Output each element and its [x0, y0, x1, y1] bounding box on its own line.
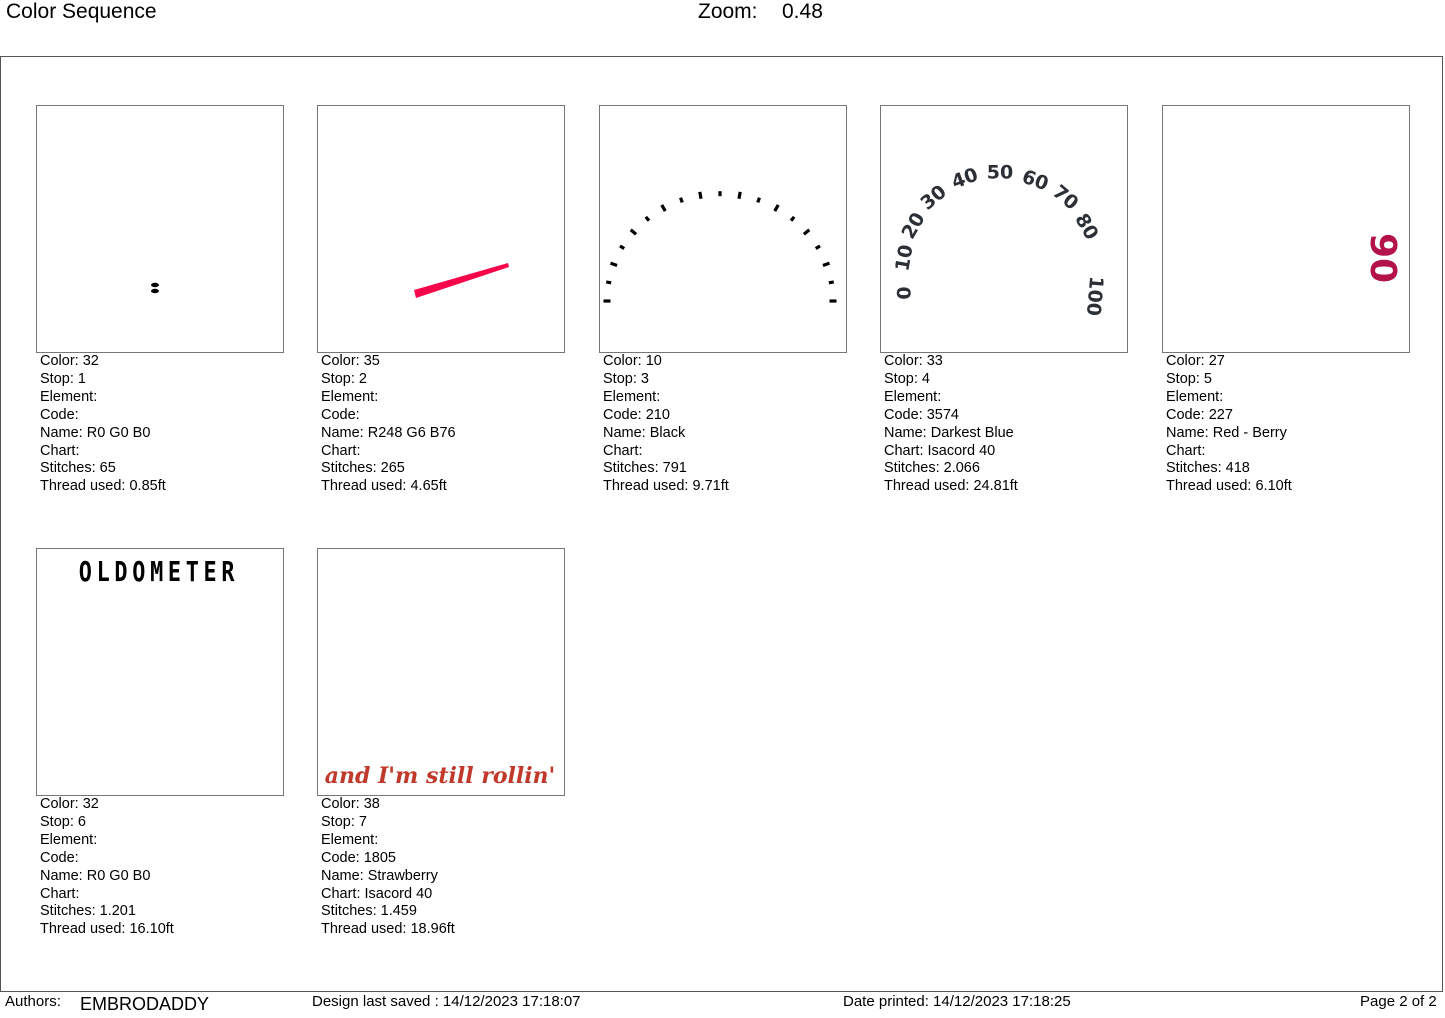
swatch-info — [40, 353, 166, 496]
gauge-tick — [619, 245, 625, 250]
gauge-number: 80 — [1070, 209, 1103, 244]
element: Element: — [40, 388, 98, 405]
chart: Chart: — [603, 442, 643, 459]
thread-used: Thread used: 6.10ft — [1166, 478, 1292, 495]
chart: Chart: — [40, 442, 80, 459]
page-number: Page 2 of 2 — [1360, 993, 1437, 1010]
thumbnail-stop-1 — [36, 105, 284, 353]
thumbnail-stop-2 — [317, 105, 565, 353]
page-title: Color Sequence — [6, 0, 157, 23]
swatch-info — [40, 796, 174, 939]
stitches: Stitches: 265 — [321, 460, 405, 477]
stop-number: Stop: 7 — [321, 813, 367, 830]
thumbnail-stop-6 — [36, 548, 284, 796]
needle-shape — [414, 263, 509, 298]
thread-name: Name: Strawberry — [321, 867, 438, 884]
code: Code: 1805 — [321, 849, 396, 866]
stitches: Stitches: 65 — [40, 460, 116, 477]
stitches: Stitches: 1.459 — [321, 903, 417, 920]
thread-name: Name: R0 G0 B0 — [40, 424, 151, 441]
stitches: Stitches: 1.201 — [40, 903, 136, 920]
code: Code: 210 — [603, 406, 670, 423]
element: Element: — [603, 388, 661, 405]
stop-number: Stop: 3 — [603, 370, 649, 387]
tagline-text: and I'm still rollin' — [324, 763, 556, 789]
thread-used: Thread used: 24.81ft — [884, 478, 1018, 495]
gauge-tick — [679, 197, 684, 203]
gauge-tick — [630, 229, 637, 236]
thumbnail-stop-4 — [880, 105, 1128, 353]
gauge-tick — [698, 192, 702, 199]
stitches: Stitches: 418 — [1166, 460, 1250, 477]
gauge-tick — [610, 262, 618, 267]
gauge-tick — [756, 197, 761, 203]
gauge-tick — [660, 204, 666, 212]
thread-name: Name: Darkest Blue — [884, 424, 1014, 441]
element: Element: — [321, 388, 379, 405]
color-number: Color: 32 — [40, 796, 99, 812]
thumbnail-stop-3 — [599, 105, 847, 353]
gauge-number: 30 — [916, 180, 951, 215]
chart: Chart: — [1166, 442, 1206, 459]
oldometer-title: OLDOMETER — [78, 555, 240, 588]
gauge-ticks-art — [600, 106, 846, 352]
thread-name: Name: R0 G0 B0 — [40, 867, 151, 884]
stop-number: Stop: 6 — [40, 813, 86, 830]
thread-used: Thread used: 18.96ft — [321, 921, 455, 938]
gauge-tick — [773, 204, 779, 212]
swatch-info — [1166, 353, 1292, 496]
chart: Chart: Isacord 40 — [884, 442, 996, 459]
ninety-label: 90 — [1362, 232, 1403, 284]
thread-used: Thread used: 0.85ft — [40, 478, 166, 495]
element: Element: — [40, 831, 98, 848]
gauge-tick — [790, 216, 796, 222]
oldometer-art — [37, 549, 283, 795]
tagline-art — [318, 549, 564, 795]
swatch-info — [321, 796, 455, 939]
stop-number: Stop: 5 — [1166, 370, 1212, 387]
code: Code: — [40, 406, 79, 423]
zoom-value: 0.48 — [782, 0, 823, 23]
thread-used: Thread used: 4.65ft — [321, 478, 447, 495]
swatch-info — [884, 353, 1018, 496]
element: Element: — [1166, 388, 1224, 405]
gauge-tick — [822, 262, 830, 267]
gauge-number: 40 — [948, 163, 982, 194]
stitches: Stitches: 791 — [603, 460, 687, 477]
zoom-label: Zoom: — [698, 0, 758, 23]
date-printed: Date printed: 14/12/2023 17:18:25 — [843, 993, 1071, 1010]
stop-number: Stop: 2 — [321, 370, 367, 387]
thread-used: Thread used: 9.71ft — [603, 478, 729, 495]
ninety-art — [1163, 106, 1409, 352]
color-number: Color: 32 — [40, 353, 99, 369]
hub-dot-top — [151, 283, 159, 287]
gauge-tick — [815, 245, 821, 250]
gauge-tick — [718, 191, 721, 196]
color-number: Color: 35 — [321, 353, 380, 369]
gauge-number: 50 — [986, 161, 1014, 184]
stop-number: Stop: 1 — [40, 370, 86, 387]
thread-name: Name: Black — [603, 424, 686, 441]
hub-dot-bottom — [151, 289, 159, 293]
color-number: Color: 10 — [603, 353, 662, 369]
gauge-number: 20 — [897, 208, 930, 243]
gauge-tick — [829, 280, 834, 284]
element: Element: — [884, 388, 942, 405]
swatch-info — [603, 353, 729, 496]
thread-name: Name: R248 G6 B76 — [321, 424, 456, 441]
gauge-tick — [606, 280, 611, 284]
thread-name: Name: Red - Berry — [1166, 424, 1287, 441]
color-number: Color: 33 — [884, 353, 943, 369]
thread-used: Thread used: 16.10ft — [40, 921, 174, 938]
gauge-tick — [645, 216, 651, 222]
chart: Chart: Isacord 40 — [321, 885, 433, 902]
gauge-tick — [803, 229, 810, 236]
gauge-number: 60 — [1018, 165, 1052, 196]
gauge-tick — [737, 192, 741, 199]
gauge-tick — [830, 299, 837, 302]
code: Code: — [321, 406, 360, 423]
code: Code: 227 — [1166, 406, 1233, 423]
gauge-numbers-art — [881, 106, 1127, 352]
swatch-info — [321, 353, 456, 496]
color-number: Color: 27 — [1166, 353, 1225, 369]
color-number: Color: 38 — [321, 796, 380, 812]
needle-art — [318, 106, 564, 352]
chart: Chart: — [321, 442, 361, 459]
authors-value: EMBRODADDY — [80, 994, 210, 1014]
thumbnail-stop-5 — [1162, 105, 1410, 353]
design-saved: Design last saved : 14/12/2023 17:18:07 — [312, 993, 581, 1010]
gauge-number: 70 — [1048, 180, 1083, 215]
stop-number: Stop: 4 — [884, 370, 930, 387]
element: Element: — [321, 831, 379, 848]
chart: Chart: — [40, 885, 80, 902]
authors-label: Authors: — [5, 993, 61, 1010]
stitches: Stitches: 2.066 — [884, 460, 980, 477]
gauge-number: 100 — [1081, 275, 1108, 317]
code: Code: — [40, 849, 79, 866]
gauge-tick — [604, 299, 611, 302]
gauge-number: 10 — [891, 242, 918, 273]
thumbnail-stop-7 — [317, 548, 565, 796]
gauge-number: 0 — [893, 286, 916, 300]
code: Code: 3574 — [884, 406, 959, 423]
needle-hub-art — [37, 106, 283, 352]
